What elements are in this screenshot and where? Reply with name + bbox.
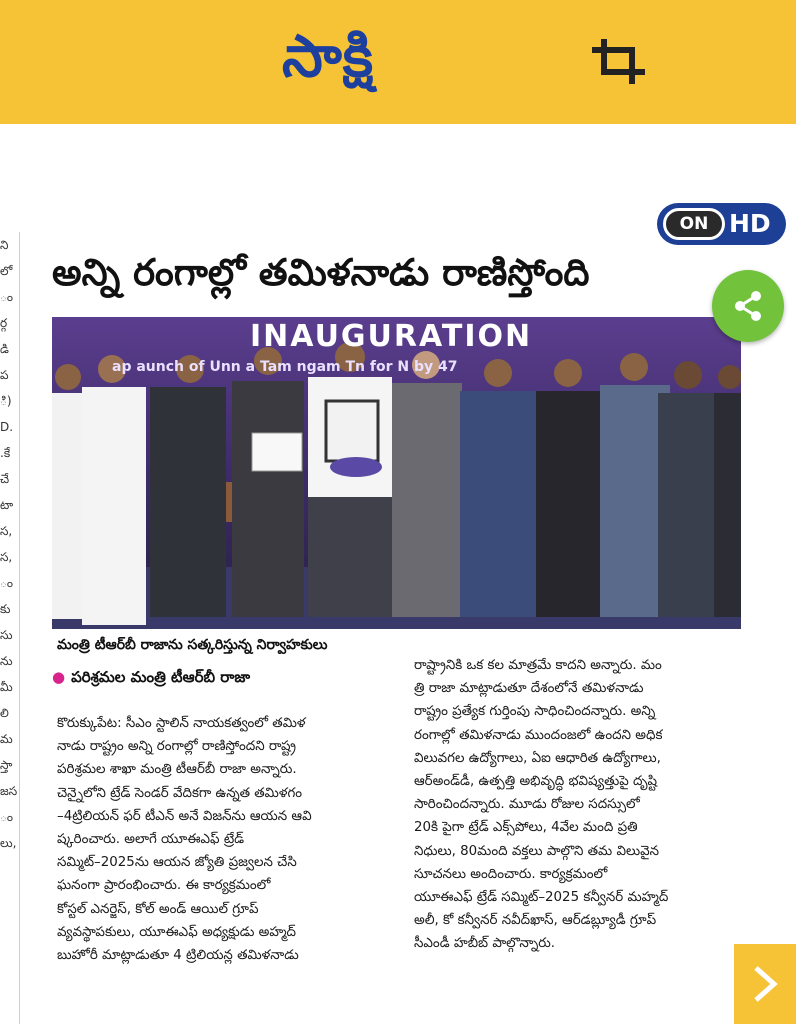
article-line: ఆర్‌అండ్‌డీ, ఉత్పత్తి అభివృద్ధి భవిష్యత్తుపై దృష్టి bbox=[414, 774, 657, 790]
article-line: అలీ, కో కన్వీనర్ నవీద్‌ఖాస్, ఆర్‌డబ్ల్యూడీ గ్రూప్ bbox=[414, 913, 657, 929]
article-line: సారించిందన్నారు. మూడు రోజుల సదస్సులో bbox=[414, 797, 640, 813]
cutoff-text: మీ bbox=[0, 680, 13, 694]
article-line: పరిశ్రమల శాఖా మంత్రి టీఆర్‌బీ రాజా అన్నారు. bbox=[57, 762, 297, 778]
cutoff-text: చే bbox=[0, 472, 10, 486]
article-line: సీఎండీ హబీబ్ పాల్గొన్నారు. bbox=[414, 936, 556, 952]
article-line: ఘనంగా ప్రారంభించారు. ఈ కార్యక్రమంలో bbox=[57, 878, 271, 894]
on-label: ON bbox=[663, 208, 725, 240]
article-line: యూఈఎఫ్ ట్రేడ్ సమ్మిట్–2025 కన్వీనర్ మహ్మద్ bbox=[414, 890, 669, 906]
article-line: రాష్ట్రం ప్రత్యేక గుర్తింపు సాధించిందన్నారు. అన్ని bbox=[414, 704, 656, 720]
article-line: చెన్నైలోని ట్రేడ్ సెండర్ వేదికగా ఉన్నత తమిళగం bbox=[57, 785, 303, 801]
article-line: బుహోరీ మాట్లాడుతూ 4 ట్రిలియన్ల తమిళనాడు bbox=[57, 948, 299, 964]
article-line: 20కి పైగా ట్రేడ్ ఎక్స్‌పోలు, 4వేల మంది ప్రతి bbox=[414, 820, 638, 836]
photo-banner-sub: ap aunch of Unn a Tam ngam Tn for N by 47 bbox=[112, 359, 458, 375]
crop-icon[interactable] bbox=[592, 38, 646, 84]
share-icon bbox=[732, 290, 764, 322]
article-line: విలువగల ఉద్యోగాలు, ఏఐ ఆధారిత ఉద్యోగాలు, bbox=[414, 750, 661, 766]
share-button[interactable] bbox=[712, 270, 784, 342]
cutoff-text: కు bbox=[0, 602, 11, 616]
article-line: నిధులు, 80మంది వక్తలు పాల్గొని తమ విలువైన bbox=[414, 843, 660, 859]
on-hd-toggle[interactable] bbox=[657, 203, 786, 245]
article-line: త్రి రాజా మాట్లాడుతూ దేశంలోనే తమిళనాడు bbox=[414, 681, 644, 697]
article-line: –4ట్రిలియన్ ఫర్ టీఎన్ అనే విజన్‌ను ఆయన ఆవి bbox=[57, 808, 312, 824]
cutoff-text: ని bbox=[0, 238, 9, 252]
article-headline: అన్ని రంగాల్లో తమిళనాడు రాణిస్తోంది bbox=[52, 251, 590, 294]
cutoff-text: .కే bbox=[0, 446, 11, 460]
photo-caption: మంత్రి టీఆర్‌బీ రాజాను సత్కరిస్తున్న నిర్వాహకులు bbox=[57, 637, 328, 653]
photo-banner: INAUGURATION bbox=[250, 319, 533, 354]
article-line: నాడు రాష్ట్రం అన్ని రంగాల్లో రాణిస్తోందని రాష్ట్ర bbox=[57, 739, 296, 755]
cutoff-text: ను bbox=[0, 654, 13, 668]
previous-article-edge bbox=[0, 232, 20, 1024]
hd-label: HD bbox=[729, 209, 771, 238]
cutoff-text: మ bbox=[0, 732, 13, 746]
article-subhead bbox=[52, 668, 250, 690]
article-line: ష్కరించారు. అలాగే యూఈఎఫ్ ట్రేడ్ bbox=[57, 832, 245, 848]
cutoff-text: D. bbox=[0, 420, 14, 434]
cutoff-text: ం bbox=[0, 576, 14, 590]
article-line: రంగాల్లో తమిళనాడు ముందంజలో ఉందని అధిక bbox=[414, 727, 663, 743]
cutoff-text: సు bbox=[0, 628, 13, 642]
subhead-text: పరిశ్రమల మంత్రి టీఆర్‌బీ రాజా bbox=[71, 668, 251, 686]
article-column-1 bbox=[57, 712, 397, 967]
cutoff-text: ి) bbox=[0, 394, 12, 408]
cutoff-text: స, bbox=[0, 550, 13, 564]
cutoff-text: స, bbox=[0, 524, 13, 538]
article-line: రాష్ట్రానికి ఒక కల మాత్రమే కాదని అన్నారు. మం bbox=[414, 658, 662, 673]
cutoff-text: లి bbox=[0, 706, 9, 720]
cutoff-text: ం bbox=[0, 810, 14, 824]
article-column-2 bbox=[414, 654, 744, 956]
article-line: వ్యవస్థాపకులు, యూఈఎఫ్ అధ్యక్షుడు అహ్మద్ bbox=[57, 924, 297, 940]
bullet-dot-icon: ● bbox=[52, 668, 66, 686]
cutoff-text: ప bbox=[0, 368, 9, 382]
cutoff-text: స్తా bbox=[0, 758, 13, 772]
article-line: సమ్మిట్–2025ను ఆయన జ్యోతి ప్రజ్వలన చేసి bbox=[57, 855, 297, 871]
article-line: సూచనలు అందించారు. కార్యక్రమంలో bbox=[414, 866, 608, 882]
sakshi-logo[interactable]: సాక్షి bbox=[282, 22, 375, 90]
cutoff-text: ం bbox=[0, 290, 14, 304]
cutoff-text: జస bbox=[0, 784, 18, 798]
article-line: కోస్టల్ ఎనర్జెస్, కోల్ అండ్ ఆయిల్ గ్రూప్ bbox=[57, 901, 259, 917]
cutoff-text: లు, bbox=[0, 836, 17, 850]
article-line: కొరుక్కుపేట: సీఎం స్టాలిన్ నాయకత్వంలో తమిళ bbox=[57, 716, 306, 731]
cutoff-text: టా bbox=[0, 498, 14, 512]
cutoff-text: ర్గ bbox=[0, 316, 8, 330]
chevron-right-icon bbox=[750, 966, 780, 1002]
cutoff-text: డి bbox=[0, 342, 9, 356]
header-bar bbox=[0, 0, 796, 124]
next-page-button[interactable] bbox=[734, 944, 796, 1024]
cutoff-text: లో bbox=[0, 264, 13, 278]
article-photo[interactable] bbox=[52, 317, 741, 629]
